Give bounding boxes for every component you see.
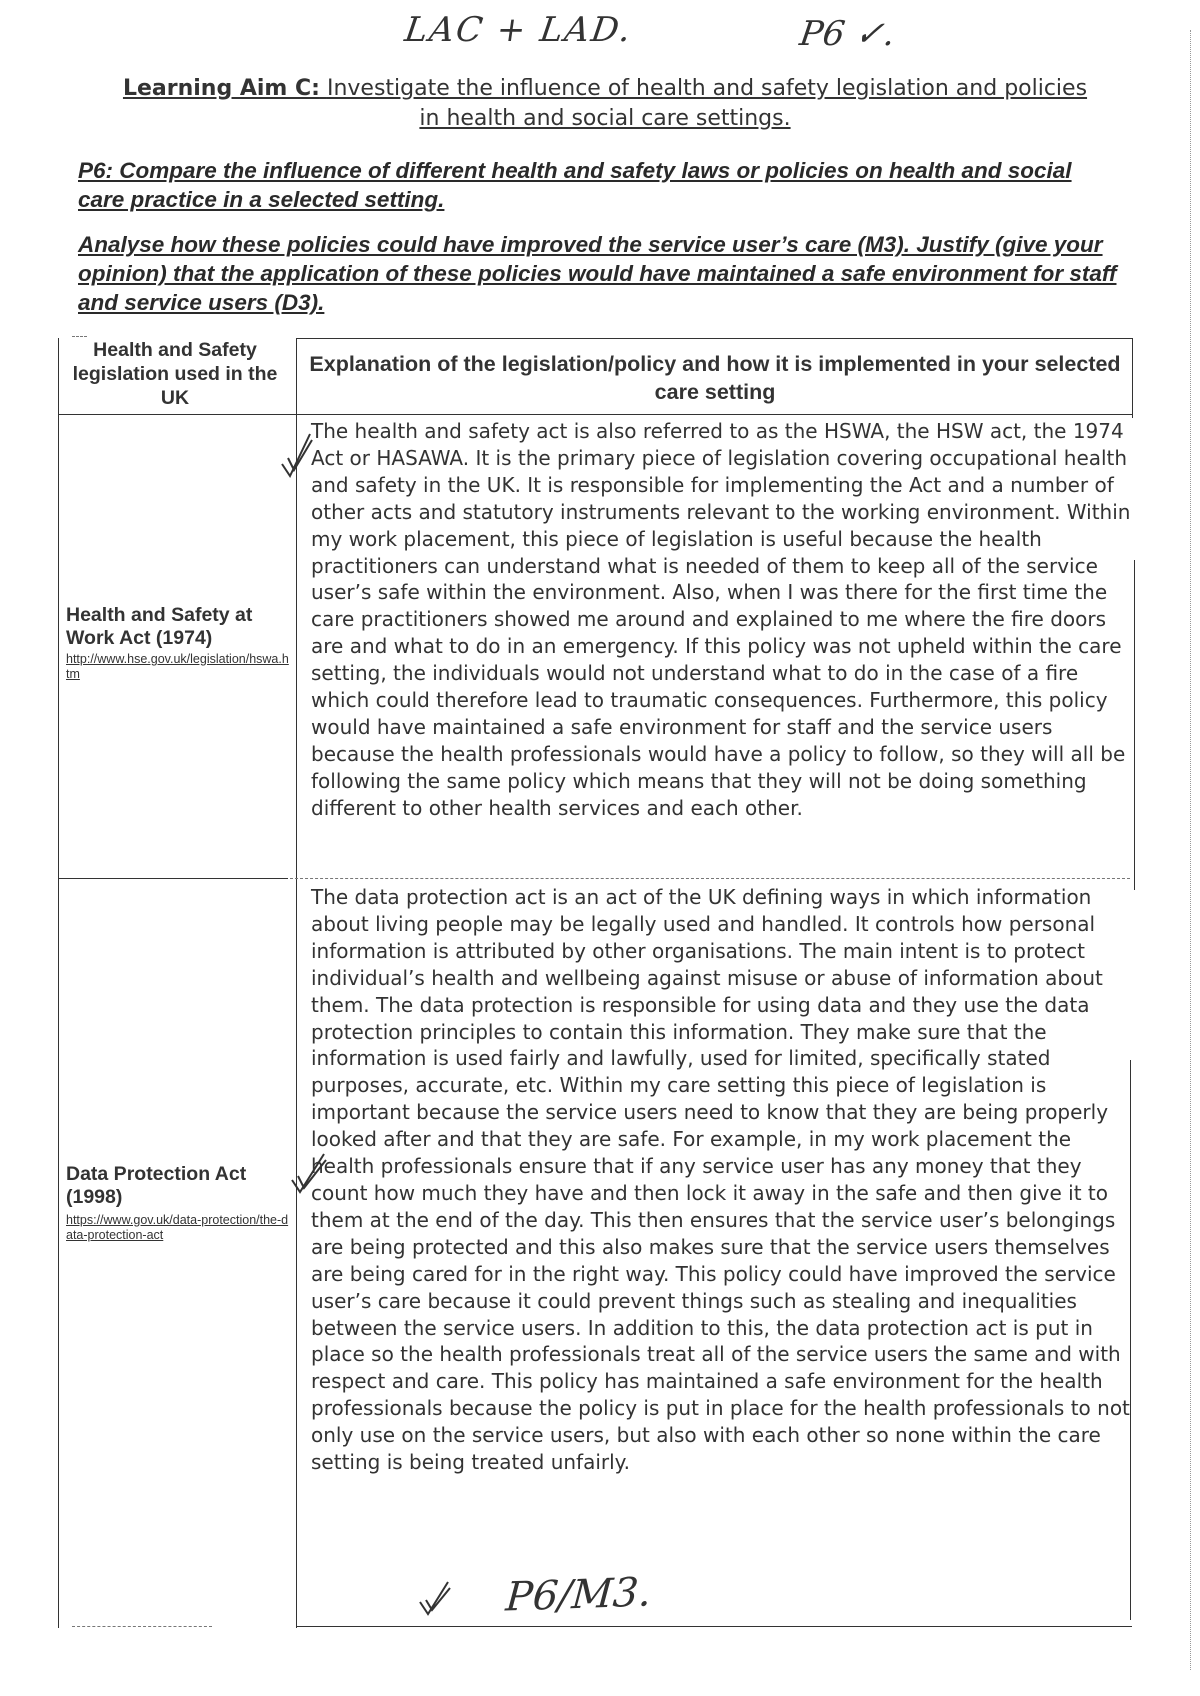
row-divider-left — [58, 878, 288, 879]
table-column-divider — [296, 338, 297, 1628]
task-p6: P6: Compare the influence of different health and safety laws or policies on health and social care practice in a selected setting. — [78, 158, 1072, 212]
table-bottom-border-left — [72, 1626, 212, 1627]
law-link-dpa[interactable]: https://www.gov.uk/data-protection/the-data-protection-act — [66, 1213, 289, 1242]
law-name-hswa: Health and Safety at Work Act (1974) — [66, 604, 253, 649]
learning-aim-heading — [110, 74, 1100, 134]
table-top-border-left — [72, 336, 87, 337]
column-header-legislation: Health and Safety legislation used in the UK — [72, 339, 278, 409]
column-header-explanation: Explanation of the legislation/policy and how it is implemented in your selected care setting — [309, 352, 1121, 404]
task-m3-d3: Analyse how these policies could have improved the service user’s care (M3). Justify (give your opinion) that the application of these policies would have maintained a safe environment for staff and service users (D3). — [78, 232, 1117, 315]
learning-aim-label: Learning Aim C: — [122, 76, 320, 101]
table-header-bottom-border — [58, 414, 1132, 415]
tick-mark-icon — [290, 1150, 330, 1200]
table-right-border-middle — [1134, 560, 1135, 890]
handwritten-grade-top-right: P6 ✓. — [797, 14, 898, 54]
table-right-border-top — [1132, 338, 1133, 418]
tick-mark-icon — [418, 1580, 452, 1620]
table-bottom-border — [296, 1626, 1132, 1627]
table-top-border-right — [296, 338, 1132, 339]
explanation-hswa: The health and safety act is also referred to as the HSWA, the HSW act, the 1974 Act or HASAWA. It is the primary piece of legislation covering occupational health and safety in the UK. It is responsible for implementing the Act and a number of other acts and statutory instruments relevant to the working environment. Within my work placement, this piece of legislation is useful because the health practitioners can understand what is needed of them to keep all of the service user’s safe within the environment. Also, when I was there for the first time the care practitioners showed me around and explained to me where the fire doors are and what to do in an emergency. If this policy was not upheld within the care setting, the individuals would not understand what to do in the case of a fire which could therefore lead to traumatic consequences. Furthermore, this policy would have maintained a safe environment for staff and the service users because the health professionals would have a policy to follow, so they will all be following the same policy which means that they will not be doing something different to other health services and each other. — [311, 419, 1131, 820]
tick-mark-icon — [280, 430, 314, 482]
law-name-dpa: Data Protection Act (1998) — [66, 1163, 247, 1208]
handwritten-annotation-top-left: LAC + LAD. — [402, 10, 636, 50]
scan-edge — [1190, 30, 1192, 1670]
row-divider-right — [290, 878, 1130, 879]
learning-aim-text: Investigate the influence of health and safety legislation and policies in health and social care settings. — [326, 76, 1088, 131]
law-link-hswa[interactable]: http://www.hse.gov.uk/legislation/hswa.htm — [66, 652, 289, 681]
table-left-border — [58, 338, 59, 1628]
explanation-dpa: The data protection act is an act of the UK defining ways in which information about living people may be legally used and handled. It controls how personal information is attributed by other organisations. The main intent is to protect individual’s health and wellbeing against misuse or abuse of information about them. The data protection is responsible for using data and they use the data protection principles to contain this information. They make sure that the information is used fairly and lawfully, used for limited, specifically stated purposes, accurate, etc. Within my care setting this piece of legislation is important because the service users need to know that they are being properly looked after and that they are safe. For example, in my work placement the health professionals ensure that if any service user has any money that they count how much they have and then lock it away in the safe and then give it to them at the end of the day. This then ensures that the service user’s belongings are being protected and this also makes sure that the service users themselves are being cared for in the right way. This policy could have improved the service user’s care because it could prevent things such as stealing and inequalities between the service users. In addition to this, the data protection act is put in place so the health professionals treat all of the service users the same and with respect and care. This policy has maintained a safe environment for the health professionals because the policy is put in place for the health professionals to not only use on the service users, but also with each other so none within the care setting is being treated unfairly. — [311, 885, 1130, 1475]
handwritten-grade-bottom: P6/M3. — [504, 1569, 653, 1621]
